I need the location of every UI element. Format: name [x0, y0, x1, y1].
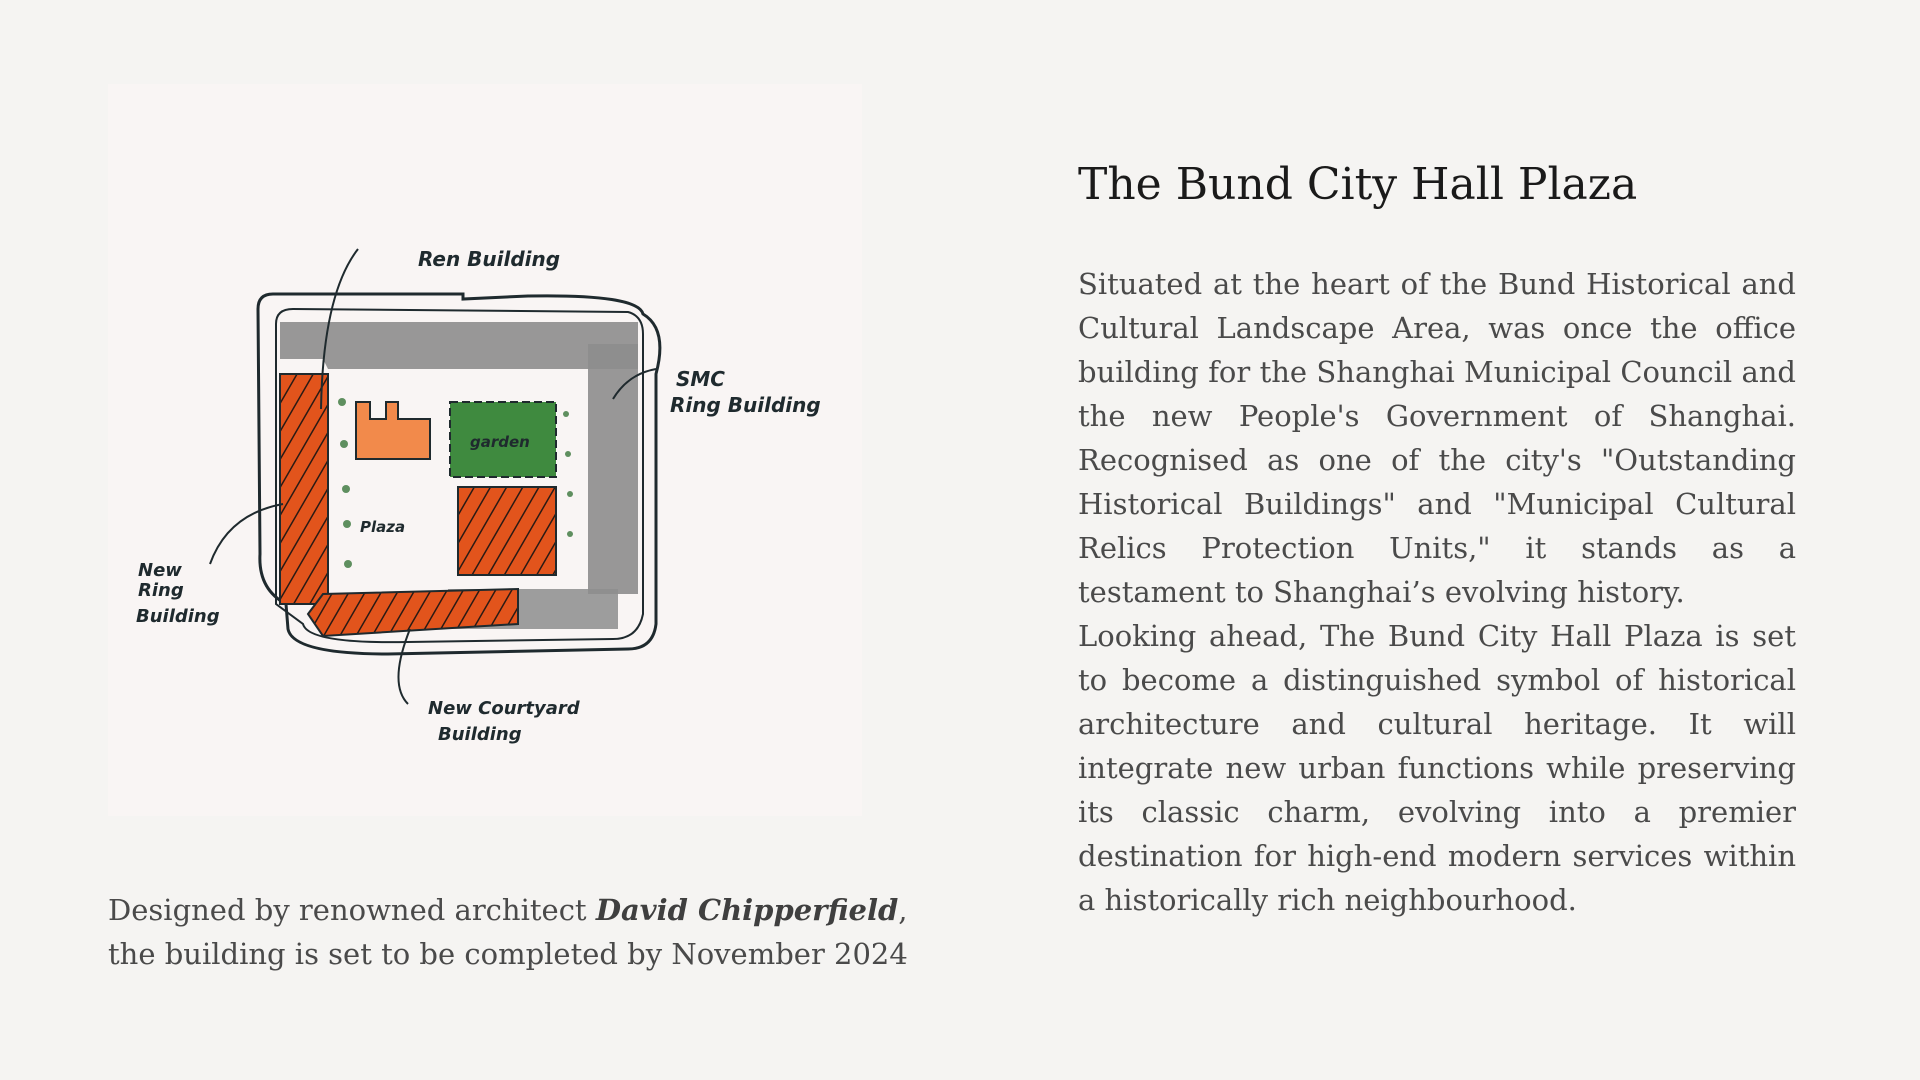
label-garden: garden — [470, 433, 530, 451]
leader-bottom — [398, 629, 410, 704]
paragraph-history: Situated at the heart of the Bund Historical and Cultural Landscape Area, was once the office building for the Shanghai Municipal Council and the new People's Government of Shanghai. Recognised as one of the city's "Outstanding Historical Buildings" and "Municipal Cultural Relics Protection Units," it stands as a testament to Shanghai’s evolving history. — [1078, 267, 1796, 609]
description-panel — [1078, 150, 1796, 922]
ren-building-block — [356, 402, 430, 459]
label-plaza: Plaza — [360, 518, 406, 536]
label-ren-building: Ren Building — [418, 247, 561, 271]
label-new-courtyard-line2: Building — [438, 724, 522, 745]
caption-line2: the building is set to be completed by November 2024 — [108, 937, 908, 971]
site-plan-sketch — [108, 84, 862, 816]
architect-name: David Chipperfield — [595, 893, 899, 927]
leader-left — [210, 504, 283, 564]
grey-ring-right — [588, 344, 638, 594]
page-title: The Bund City Hall Plaza — [1078, 159, 1638, 210]
sketch-caption — [108, 888, 1008, 976]
paragraph-future: Looking ahead, The Bund City Hall Plaza is set to become a distinguished symbol of historical architecture and cultural heritage. It will integrate new urban functions while preserving its classic charm, evolving into a premier destination for high-end modern services within a historically rich neighbourhood. — [1078, 619, 1796, 917]
site-plan-drawing — [108, 84, 862, 816]
central-hatched-block — [458, 487, 556, 575]
label-smc-ring-line2: Ring Building — [670, 393, 821, 417]
label-new-ring-line1: New — [138, 560, 182, 581]
caption-prefix: Designed by renowned architect — [108, 893, 596, 927]
label-new-ring-line2: Ring — [138, 580, 184, 601]
label-new-ring-line3: Building — [136, 606, 220, 627]
label-new-courtyard-line1: New Courtyard — [428, 698, 580, 719]
label-smc-ring-line1: SMC — [676, 367, 725, 391]
grey-ring-top — [280, 322, 638, 369]
caption-suffix: , — [898, 893, 908, 927]
